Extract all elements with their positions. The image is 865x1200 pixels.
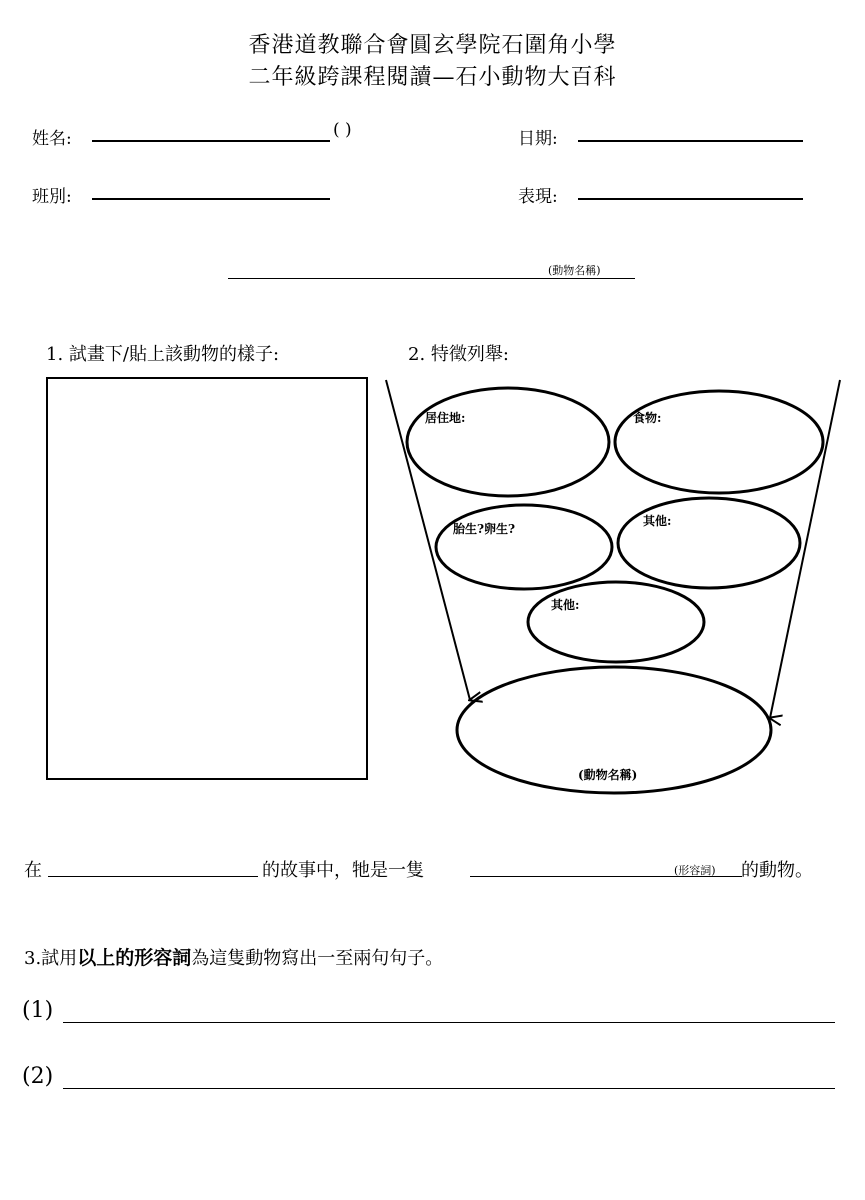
name-label: 姓名: [32,129,72,149]
section3-bold: 以上的形容詞 [77,947,192,969]
food-bubble[interactable] [615,391,823,493]
worksheet-subtitle: 二年級跨課程閱讀—石小動物大百科 [248,65,617,90]
adjective-hint: (形容詞) [674,864,716,877]
other-label-1: 其他: [643,514,672,528]
sentence-suffix: 的動物。 [741,860,813,881]
animal-name-hint: (動物名稱) [548,264,601,277]
birth-label: 胎生?卵生? [453,522,516,536]
habitat-bubble[interactable] [407,388,609,496]
other-label-2: 其他: [551,598,580,612]
result-label: (動物名稱) [578,768,638,782]
section3-prefix: 3.試用 [24,948,78,969]
section1-label: 1. 試畫下/貼上該動物的樣子: [46,344,280,365]
habitat-label: 居住地: [425,411,466,425]
answer-line-2[interactable] [63,1088,835,1089]
funnel-arrow-right [770,380,840,718]
performance-label: 表現: [518,187,558,207]
birth-bubble[interactable] [436,505,612,589]
date-label: 日期: [518,129,558,149]
sentence-prefix: 在 [24,860,42,881]
funnel-arrow-left [386,380,470,700]
food-label: 食物: [633,411,662,425]
class-number-brackets: ( ) [333,120,352,140]
section3-instruction [24,943,443,970]
answer-line-1-label: (1) [22,998,54,1023]
answer-line-2-label: (2) [22,1064,54,1089]
school-title: 香港道教聯合會圓玄學院石圍角小學 [248,33,617,58]
class-label: 班別: [32,187,72,207]
sentence-middle: 的故事中，牠是一隻 [262,860,424,881]
section3-suffix: 為這隻動物寫出一至兩句句子。 [191,948,444,969]
answer-line-1[interactable] [63,1022,835,1023]
section2-label: 2. 特徵列舉: [408,344,509,365]
story-name-field[interactable] [48,876,258,877]
other-bubble-2[interactable] [528,582,704,662]
